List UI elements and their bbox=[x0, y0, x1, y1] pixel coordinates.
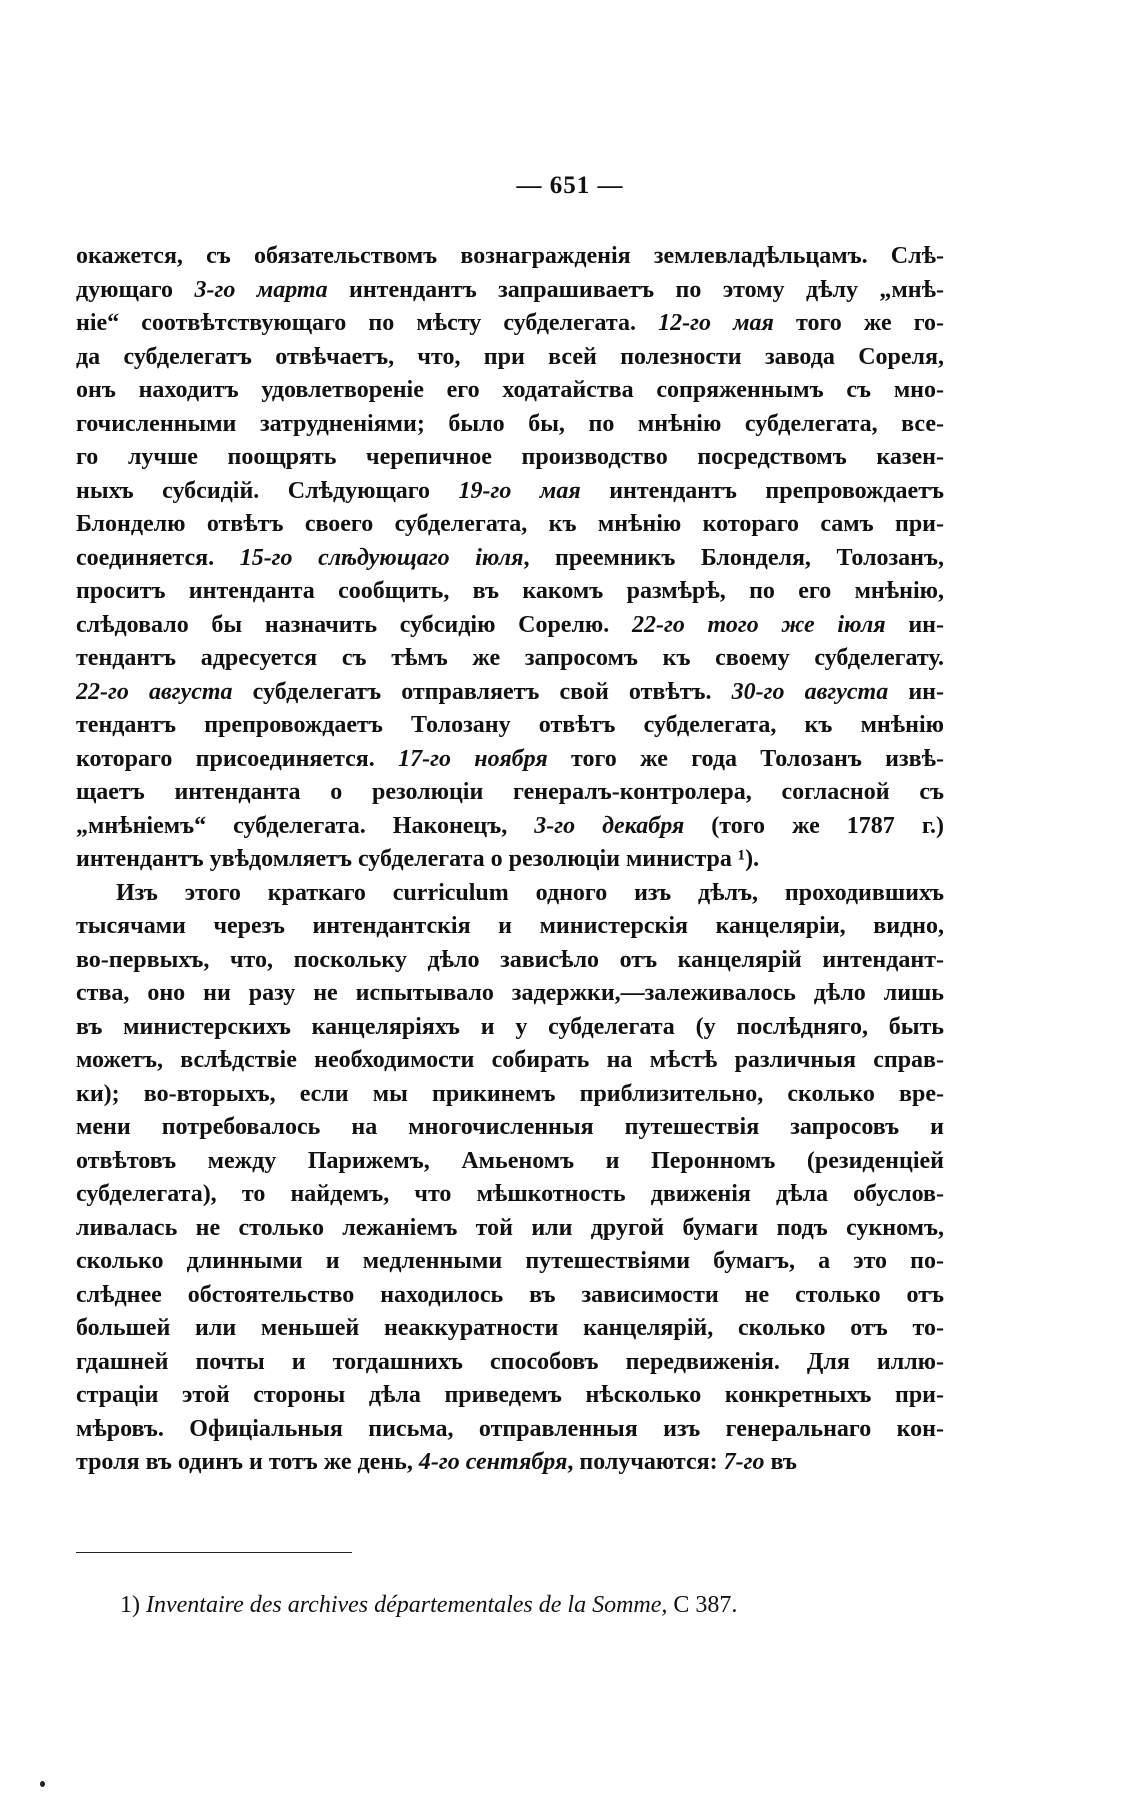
text-line bbox=[76, 575, 944, 609]
text-segment: въ bbox=[764, 1449, 797, 1475]
text-line bbox=[76, 542, 944, 576]
text-line bbox=[76, 1413, 944, 1447]
text-segment: гдашней почты и тогдашнихъ способовъ передвиженія. Для иллю- bbox=[76, 1348, 944, 1375]
text-line bbox=[76, 910, 944, 944]
footnote-divider bbox=[76, 1552, 352, 1553]
text-line bbox=[76, 1078, 944, 1112]
text-segment: субделегатъ отправляетъ свой отвѣтъ. bbox=[232, 678, 732, 705]
text-line bbox=[76, 274, 944, 308]
text-segment: ства, оно ни разу не испытывало задержки,—залеживалось дѣло лишь bbox=[76, 980, 944, 1006]
text-segment: щаетъ интенданта о резолюціи генералъ-контролера, согласной съ bbox=[76, 779, 944, 805]
text-segment: того же года Толозанъ извѣ- bbox=[547, 745, 944, 772]
text-line bbox=[76, 475, 944, 509]
date-emphasis: 3-го декабря bbox=[534, 812, 685, 839]
text-segment: ин- bbox=[885, 611, 944, 638]
text-segment: большей или меньшей неаккуратности канцелярій, сколько отъ то- bbox=[76, 1315, 944, 1341]
text-line bbox=[76, 1011, 944, 1045]
date-emphasis: 15-го слѣдующаго іюля bbox=[239, 544, 524, 571]
text-segment: го лучше поощрять черепичное производство посредствомъ казен- bbox=[76, 444, 944, 470]
footnote bbox=[120, 1590, 737, 1620]
text-segment: котораго присоединяется. bbox=[76, 745, 399, 772]
date-emphasis: 17-го ноября bbox=[398, 745, 548, 772]
text-segment: интендантъ запрашиваетъ по этому дѣлу „мнѣ- bbox=[327, 276, 944, 303]
text-line bbox=[76, 776, 944, 810]
margin-ink-speck bbox=[40, 1781, 45, 1787]
text-line bbox=[76, 709, 944, 743]
date-emphasis: 4-го сентября bbox=[418, 1449, 568, 1475]
text-segment: окажется, съ обязательствомъ вознагражденія землевладѣльцамъ. Слѣ- bbox=[76, 243, 944, 269]
date-emphasis: 30-го августа bbox=[731, 678, 889, 705]
text-segment: можетъ, вслѣдствіе необходимости собирать на мѣстѣ различныя справ- bbox=[76, 1047, 944, 1073]
text-line bbox=[76, 341, 944, 375]
date-emphasis: 3-го марта bbox=[194, 276, 328, 303]
text-segment: ныхъ субсидій. Слѣдующаго bbox=[76, 477, 459, 504]
footnote-source-title: Inventaire des archives départementales de la Somme, bbox=[146, 1592, 668, 1618]
text-line bbox=[76, 810, 944, 844]
text-segment: ливалась не столько лежаніемъ той или другой бумаги подъ сукномъ, bbox=[76, 1214, 944, 1241]
text-segment: , преемникъ Блонделя, Толозанъ, bbox=[523, 544, 944, 571]
text-segment: субделегата), то найдемъ, что мѣшкотность движенія дѣла обуслов- bbox=[76, 1181, 944, 1207]
page-number: — 651 — bbox=[516, 172, 624, 199]
date-emphasis: 22-го того же іюля bbox=[631, 611, 886, 638]
text-segment: тысячами черезъ интендантскія и министерскія канцеляріи, видно, bbox=[76, 913, 944, 939]
text-line bbox=[76, 944, 944, 978]
text-segment: троля въ одинъ и тотъ же день, bbox=[76, 1449, 419, 1475]
date-emphasis: 7-го bbox=[723, 1449, 765, 1475]
text-line bbox=[76, 374, 944, 408]
text-line bbox=[76, 743, 944, 777]
text-segment: соединяется. bbox=[76, 544, 240, 571]
text-line bbox=[76, 642, 944, 676]
text-segment: ніе“ соотвѣтствующаго по мѣсту субделегата. bbox=[76, 310, 659, 336]
text-line bbox=[76, 609, 944, 643]
text-segment: интендантъ увѣдомляетъ субделегата о резолюціи министра ¹). bbox=[76, 846, 760, 872]
text-segment: гочисленными затрудненіями; было бы, по мнѣнію субделегата, все- bbox=[76, 410, 944, 437]
text-segment: Изъ этого краткаго curriculum одного изъ дѣлъ, проходившихъ bbox=[116, 879, 944, 906]
text-line bbox=[76, 877, 944, 911]
text-line bbox=[76, 408, 944, 442]
text-line bbox=[76, 1279, 944, 1313]
text-segment: во-первыхъ, что, поскольку дѣло зависѣло отъ канцелярій интендант- bbox=[76, 946, 944, 973]
text-segment: ки); во-вторыхъ, если мы прикинемъ приблизительно, сколько вре- bbox=[76, 1080, 944, 1107]
text-segment: слѣднее обстоятельство находилось въ зависимости не столько отъ bbox=[76, 1281, 944, 1308]
text-line bbox=[76, 1379, 944, 1413]
footnote-marker: 1) bbox=[120, 1592, 140, 1618]
text-segment: тендантъ адресуется съ тѣмъ же запросомъ къ своему субделегату. bbox=[76, 645, 944, 671]
text-segment: отвѣтовъ между Парижемъ, Амьеномъ и Перонномъ (резиденціей bbox=[76, 1147, 944, 1174]
text-line bbox=[76, 508, 944, 542]
text-segment: (того же 1787 г.) bbox=[684, 812, 944, 839]
date-emphasis: 22-го августа bbox=[76, 678, 233, 705]
text-segment: слѣдовало бы назначить субсидію Сорелю. bbox=[76, 611, 632, 638]
text-segment: „мнѣніемъ“ субделегата. Наконецъ, bbox=[76, 812, 535, 839]
text-line bbox=[76, 307, 944, 341]
text-line bbox=[76, 1044, 944, 1078]
text-segment: страціи этой стороны дѣла приведемъ нѣсколько конкретныхъ при- bbox=[76, 1382, 944, 1408]
text-line bbox=[76, 441, 944, 475]
text-line bbox=[76, 1446, 944, 1480]
text-line bbox=[76, 676, 944, 710]
text-line bbox=[76, 240, 944, 274]
date-emphasis: 12-го мая bbox=[658, 310, 774, 336]
text-segment: того же го- bbox=[773, 310, 944, 336]
text-segment: онъ находитъ удовлетвореніе его ходатайства сопряженнымъ съ мно- bbox=[76, 377, 944, 403]
text-segment: интендантъ препровождаетъ bbox=[580, 477, 944, 504]
text-line bbox=[76, 1145, 944, 1179]
text-segment: , получаются: bbox=[567, 1449, 724, 1475]
text-segment: ин- bbox=[888, 678, 944, 705]
text-segment: въ министерскихъ канцеляріяхъ и у субделегата (у послѣдняго, быть bbox=[76, 1013, 944, 1040]
text-segment: Блонделю отвѣтъ своего субделегата, къ мнѣнію котораго самъ при- bbox=[76, 511, 944, 537]
text-segment: проситъ интенданта сообщить, въ какомъ размѣрѣ, по его мнѣнію, bbox=[76, 578, 944, 604]
text-line bbox=[76, 1312, 944, 1346]
text-segment: сколько длинными и медленными путешествіями бумагъ, а это по- bbox=[76, 1248, 944, 1274]
text-segment: мени потребовалось на многочисленныя путешествія запросовъ и bbox=[76, 1114, 944, 1140]
text-line bbox=[76, 977, 944, 1011]
text-segment: мѣровъ. Офиціальныя письма, отправленныя изъ генеральнаго кон- bbox=[76, 1415, 944, 1442]
body-text bbox=[76, 240, 944, 1480]
text-line bbox=[76, 1212, 944, 1246]
date-emphasis: 19-го мая bbox=[458, 477, 581, 504]
text-segment: тендантъ препровождаетъ Толозану отвѣтъ субделегата, къ мнѣнію bbox=[76, 712, 944, 738]
text-segment: да субделегатъ отвѣчаетъ, что, при всей полезности завода Сореля, bbox=[76, 343, 944, 370]
text-segment: дующаго bbox=[76, 276, 195, 303]
text-line bbox=[76, 1245, 944, 1279]
text-line bbox=[76, 1178, 944, 1212]
text-line bbox=[76, 843, 944, 877]
text-line bbox=[76, 1111, 944, 1145]
text-line bbox=[76, 1346, 944, 1380]
footnote-reference: C 387. bbox=[673, 1592, 738, 1618]
